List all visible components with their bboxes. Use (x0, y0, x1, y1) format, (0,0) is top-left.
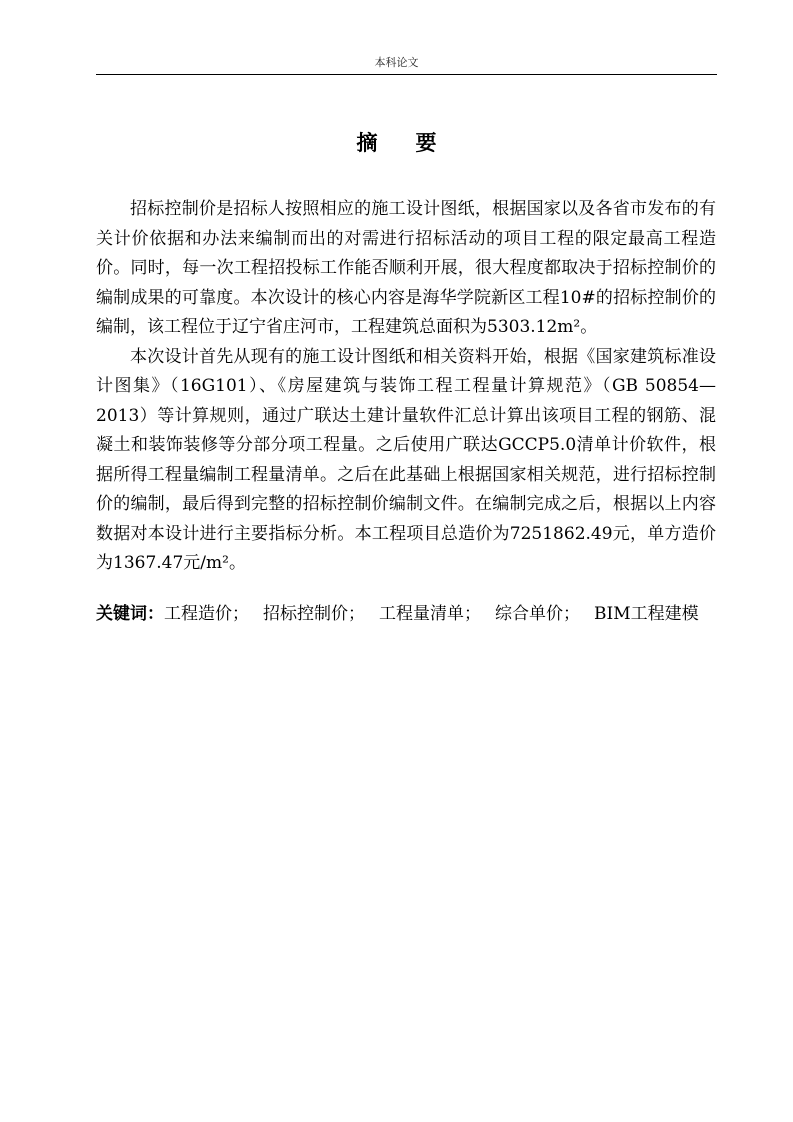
abstract-title: 摘要 (356, 130, 475, 155)
keyword-item: 招标控制价； (263, 603, 365, 624)
keyword-item: 工程量清单； (379, 603, 481, 624)
keywords-label: 关键词： (96, 603, 164, 624)
keyword-item: 综合单价； (495, 603, 580, 624)
abstract-paragraph-2: 本次设计首先从现有的施工设计图纸和相关资料开始，根据《国家建筑标准设计图集》（16G101）、《房屋建筑与装饰工程工程量计算规范》（GB 50854—2013）等计算规则，通过广联达土建计量软件汇总计算出该项目工程的钢筋、混凝土和装饰装修等分部分项工程量。之后使用广联达GCCP5.0清单计价软件，根据所得工程量编制工程量清单。之后在此基础上根据国家相关规范，进行招标控制价的编制，最后得到完整的招标控制价编制文件。在编制完成之后，根据以上内容数据对本设计进行主要指标分析。本工程项目总造价为7251862.49元，单方造价为1367.47元/m²。 (96, 346, 716, 573)
abstract-paragraph-1: 招标控制价是招标人按照相应的施工设计图纸，根据国家以及各省市发布的有关计价依据和办法来编制而出的对需进行招标活动的项目工程的限定最高工程造价。同时，每一次工程招投标工作能否顺利开展，很大程度都取决于招标控制价的编制成果的可靠度。本次设计的核心内容是海华学院新区工程10#的招标控制价的编制，该工程位于辽宁省庄河市，工程建筑总面积为5303.12m²。 (96, 199, 716, 337)
keywords-line (96, 600, 716, 630)
abstract-body (96, 195, 716, 629)
keyword-item: BIM工程建模 (594, 603, 699, 624)
keyword-item: 工程造价； (164, 603, 249, 624)
running-header: 本科论文 (374, 56, 419, 69)
header-rule (96, 74, 717, 75)
